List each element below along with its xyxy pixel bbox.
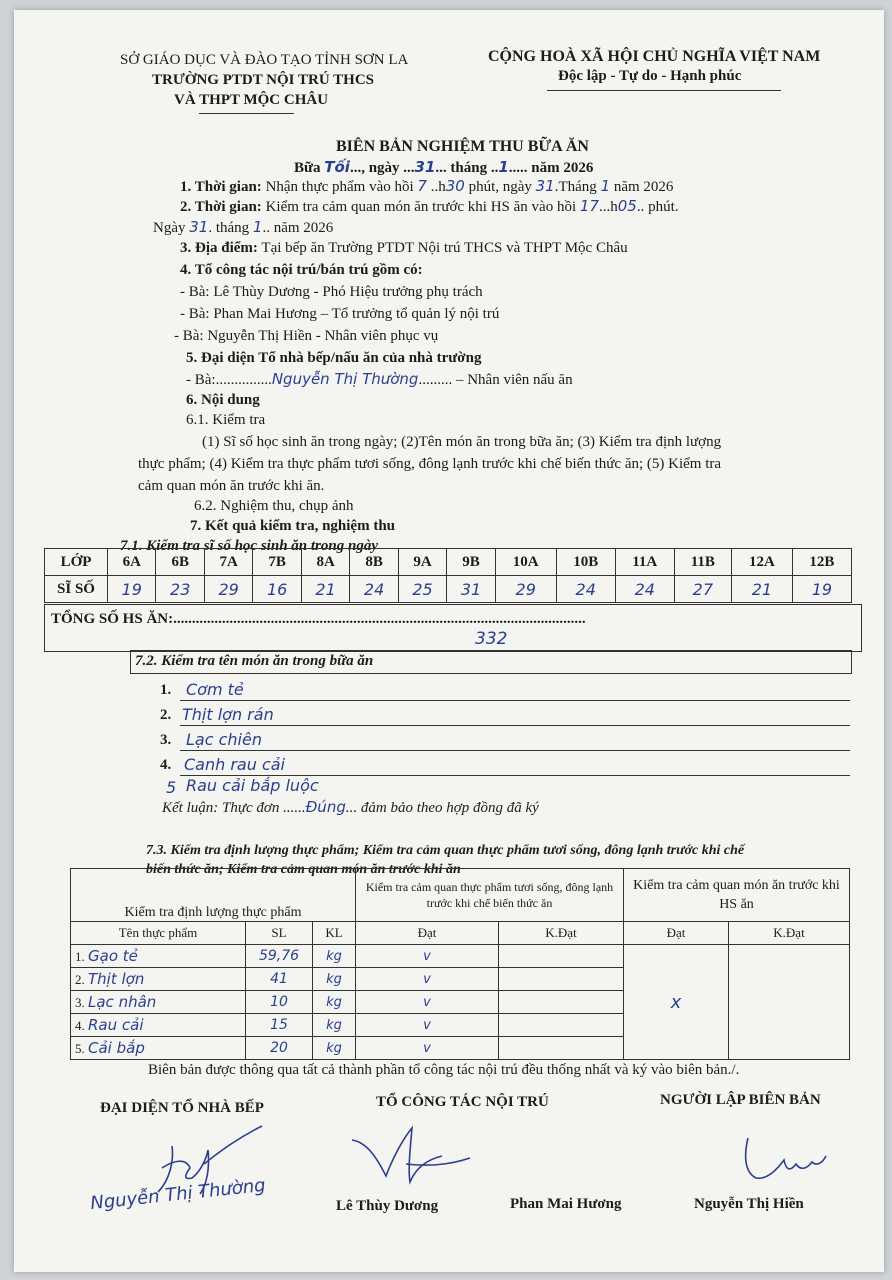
meal-kdat-cell: [729, 945, 850, 1060]
total-label: TỔNG SỐ HS ĂN:..............................................................................................................: [51, 611, 586, 627]
col-kl: KL: [313, 922, 356, 945]
count-cell: 23: [156, 576, 204, 603]
class-cell: 7B: [253, 549, 301, 576]
class-cell: 9A: [398, 549, 446, 576]
kitchen-signer-name: Nguyễn Thị Thường: [89, 1174, 267, 1215]
class-cell: 8A: [301, 549, 349, 576]
header-department: SỞ GIÁO DỤC VÀ ĐÀO TẠO TỈNH SƠN LA: [120, 52, 409, 68]
fresh-kdat-cell: [499, 1037, 624, 1060]
dish-item: Rau cải bắp luộc: [186, 776, 319, 795]
header-right-underline: [547, 90, 781, 91]
count-header: SĨ SỐ: [45, 576, 108, 603]
count-cell: 29: [495, 576, 556, 603]
date-line: Bữa Tối..., ngày ...31... tháng ..1..... năm 2026: [294, 158, 594, 176]
meal-header: Kiểm tra cảm quan món ăn trước khi HS ăn: [624, 869, 850, 922]
class-cell: 10B: [556, 549, 615, 576]
class-cell: 12A: [731, 549, 792, 576]
section-7-3-title-1: 7.3. Kiểm tra định lượng thực phẩm; Kiểm tra cảm quan thực phẩm tươi sống, đông lạnh trước khi chế: [146, 843, 745, 858]
class-header: LỚP: [45, 549, 108, 576]
dish-number: 5: [166, 778, 177, 797]
count-cell: 31: [447, 576, 495, 603]
section-6-1: 6.1. Kiểm tra: [186, 412, 266, 428]
class-row: [45, 549, 852, 576]
signer-name-2: Phan Mai Hương: [510, 1196, 622, 1212]
fresh-kdat-cell: [499, 968, 624, 991]
committee-sign-title: TỔ CÔNG TÁC NỘI TRÚ: [376, 1094, 549, 1110]
count-cell: 21: [301, 576, 349, 603]
class-cell: 9B: [447, 549, 495, 576]
dish-line: [180, 750, 850, 751]
section-5-cook: - Bà:...............Nguyễn Thị Thường......... – Nhân viên nấu ăn: [186, 370, 573, 388]
count-cell: 25: [398, 576, 446, 603]
section-7-title: 7. Kết quả kiểm tra, nghiệm thu: [190, 518, 396, 534]
count-cell: 24: [350, 576, 398, 603]
col-meal-dat: Đạt: [624, 922, 729, 945]
author-signature-icon: [734, 1130, 834, 1200]
class-cell: 6B: [156, 549, 204, 576]
member-1: - Bà: Lê Thùy Dương - Phó Hiệu trưởng phụ trách: [180, 284, 483, 300]
count-row: [45, 576, 852, 603]
class-cell: 12B: [792, 549, 851, 576]
total-box: [44, 604, 862, 652]
class-cell: 8B: [350, 549, 398, 576]
dish-number: 2.: [160, 707, 172, 723]
food-name-cell: 4. Rau cải: [71, 1014, 246, 1037]
dish-section-box: [130, 650, 852, 674]
fresh-dat-cell: v: [356, 968, 499, 991]
dish-number: 4.: [160, 757, 172, 773]
col-fresh-dat: Đạt: [356, 922, 499, 945]
food-kl-cell: kg: [313, 945, 356, 968]
committee-signature-icon: [346, 1120, 486, 1200]
count-cell: 19: [108, 576, 156, 603]
food-kl-cell: kg: [313, 1037, 356, 1060]
member-2: - Bà: Phan Mai Hương – Tổ trưởng tổ quản lý nội trú: [180, 306, 500, 322]
dish-item: Cơm tẻ: [186, 680, 244, 699]
section-6-para-2: thực phẩm; (4) Kiểm tra thực phẩm tươi sống, đông lạnh trước khi chế biến thức ăn; (5) Kiểm tra: [138, 456, 722, 472]
section-5-title: 5. Đại diện Tổ nhà bếp/nấu ăn của nhà trường: [186, 350, 482, 366]
food-sl-cell: 15: [246, 1014, 313, 1037]
food-check-table: [70, 868, 850, 1060]
quantity-header: Kiểm tra định lượng thực phẩm: [71, 869, 356, 922]
col-fresh-kdat: K.Đạt: [499, 922, 624, 945]
food-sl-cell: 20: [246, 1037, 313, 1060]
header-nation: CỘNG HOÀ XÃ HỘI CHỦ NGHĨA VIỆT NAM: [488, 48, 821, 65]
fresh-kdat-cell: [499, 991, 624, 1014]
section-4-title: 4. Tổ công tác nội trú/bán trú gồm có:: [180, 262, 423, 278]
food-table-subhead: [71, 922, 850, 945]
dish-item: Canh rau cải: [184, 755, 285, 774]
header-motto: Độc lập - Tự do - Hạnh phúc: [558, 68, 742, 84]
page-title: BIÊN BẢN NGHIỆM THU BỮA ĂN: [336, 138, 589, 155]
section-7-2-title: 7.2. Kiểm tra tên món ăn trong bữa ăn: [135, 653, 374, 669]
fresh-dat-cell: v: [356, 991, 499, 1014]
food-kl-cell: kg: [313, 991, 356, 1014]
table-row: [71, 945, 850, 968]
section-6-para-3: cảm quan món ăn trước khi ăn.: [138, 478, 325, 494]
food-sl-cell: 41: [246, 968, 313, 991]
closing-statement: Biên bản được thông qua tất cả thành phần tổ công tác nội trú đều thống nhất và ký vào biên bản./.: [148, 1062, 740, 1078]
class-count-table: [44, 548, 852, 603]
food-kl-cell: kg: [313, 1014, 356, 1037]
food-name-cell: 3. Lạc nhân: [71, 991, 246, 1014]
food-name-cell: 2. Thịt lợn: [71, 968, 246, 991]
class-cell: 11A: [615, 549, 674, 576]
section-6-para-1: (1) Sĩ số học sinh ăn trong ngày; (2)Tên món ăn trong bữa ăn; (3) Kiểm tra định lượng: [202, 434, 722, 450]
food-kl-cell: kg: [313, 968, 356, 991]
section-2-date: Ngày 31. tháng 1.. năm 2026: [153, 218, 334, 236]
class-cell: 10A: [495, 549, 556, 576]
dish-number: 3.: [160, 732, 172, 748]
col-food-name: Tên thực phẩm: [71, 922, 246, 945]
count-cell: 16: [253, 576, 301, 603]
fresh-dat-cell: v: [356, 945, 499, 968]
meal-value: Tối: [324, 158, 350, 176]
section-6-title: 6. Nội dung: [186, 392, 260, 408]
dish-number: 1.: [160, 682, 172, 698]
section-7-1-title: 7.1. Kiểm tra sĩ số học sinh ăn trong ngày: [120, 538, 378, 554]
count-cell: 19: [792, 576, 851, 603]
menu-conclusion: Kết luận: Thực đơn ......Đúng... đảm bảo theo hợp đồng đã ký: [162, 798, 539, 816]
header-left-underline: [199, 113, 294, 114]
class-cell: 6A: [108, 549, 156, 576]
col-meal-kdat: K.Đạt: [729, 922, 850, 945]
cook-name: Nguyễn Thị Thường: [271, 370, 419, 388]
header-school-line1: TRƯỜNG PTDT NỘI TRÚ THCS: [152, 72, 374, 88]
count-cell: 24: [556, 576, 615, 603]
section-3: 3. Địa điểm: Tại bếp ăn Trường PTDT Nội trú THCS và THPT Mộc Châu: [180, 240, 628, 256]
total-value: 332: [475, 629, 508, 649]
class-cell: 7A: [204, 549, 252, 576]
food-sl-cell: 10: [246, 991, 313, 1014]
signer-name-1: Lê Thùy Dương: [336, 1198, 439, 1214]
section-2: 2. Thời gian: Kiểm tra cảm quan món ăn trước khi HS ăn vào hồi 17...h05.. phút.: [180, 197, 679, 215]
dish-line: [180, 700, 850, 701]
food-name-cell: 1. Gạo tẻ: [71, 945, 246, 968]
count-cell: 24: [615, 576, 674, 603]
col-sl: SL: [246, 922, 313, 945]
dish-item: Lạc chiên: [186, 730, 262, 749]
fresh-kdat-cell: [499, 1014, 624, 1037]
kitchen-sign-title: ĐẠI DIỆN TỔ NHÀ BẾP: [100, 1100, 264, 1116]
fresh-dat-cell: v: [356, 1037, 499, 1060]
header-school-line2: VÀ THPT MỘC CHÂU: [174, 92, 329, 108]
member-3: - Bà: Nguyễn Thị Hiền - Nhân viên phục vụ: [174, 328, 439, 344]
section-7-3-title-2: biến thức ăn; Kiểm tra cảm quan món ăn trước khi ăn: [146, 862, 461, 877]
dish-item: Thịt lợn rán: [182, 705, 274, 724]
dish-line: [180, 725, 850, 726]
count-cell: 29: [204, 576, 252, 603]
document-page: [14, 10, 884, 1272]
class-cell: 11B: [674, 549, 731, 576]
food-sl-cell: 59,76: [246, 945, 313, 968]
signer-name-3: Nguyễn Thị Hiền: [694, 1196, 804, 1212]
section-1: 1. Thời gian: Nhận thực phẩm vào hồi 7 ..h30 phút, ngày 31.Tháng 1 năm 2026: [180, 177, 674, 195]
food-name-cell: 5. Cải bắp: [71, 1037, 246, 1060]
count-cell: 21: [731, 576, 792, 603]
meal-dat-cell: x: [624, 945, 729, 1060]
food-table-head: [71, 869, 850, 922]
count-cell: 27: [674, 576, 731, 603]
fresh-dat-cell: v: [356, 1014, 499, 1037]
author-sign-title: NGƯỜI LẬP BIÊN BẢN: [660, 1092, 821, 1108]
fresh-kdat-cell: [499, 945, 624, 968]
fresh-header: Kiểm tra cảm quan thực phẩm tươi sống, đông lạnh trước khi chế biến thức ăn: [356, 869, 624, 922]
section-6-2: 6.2. Nghiệm thu, chụp ảnh: [194, 498, 354, 514]
